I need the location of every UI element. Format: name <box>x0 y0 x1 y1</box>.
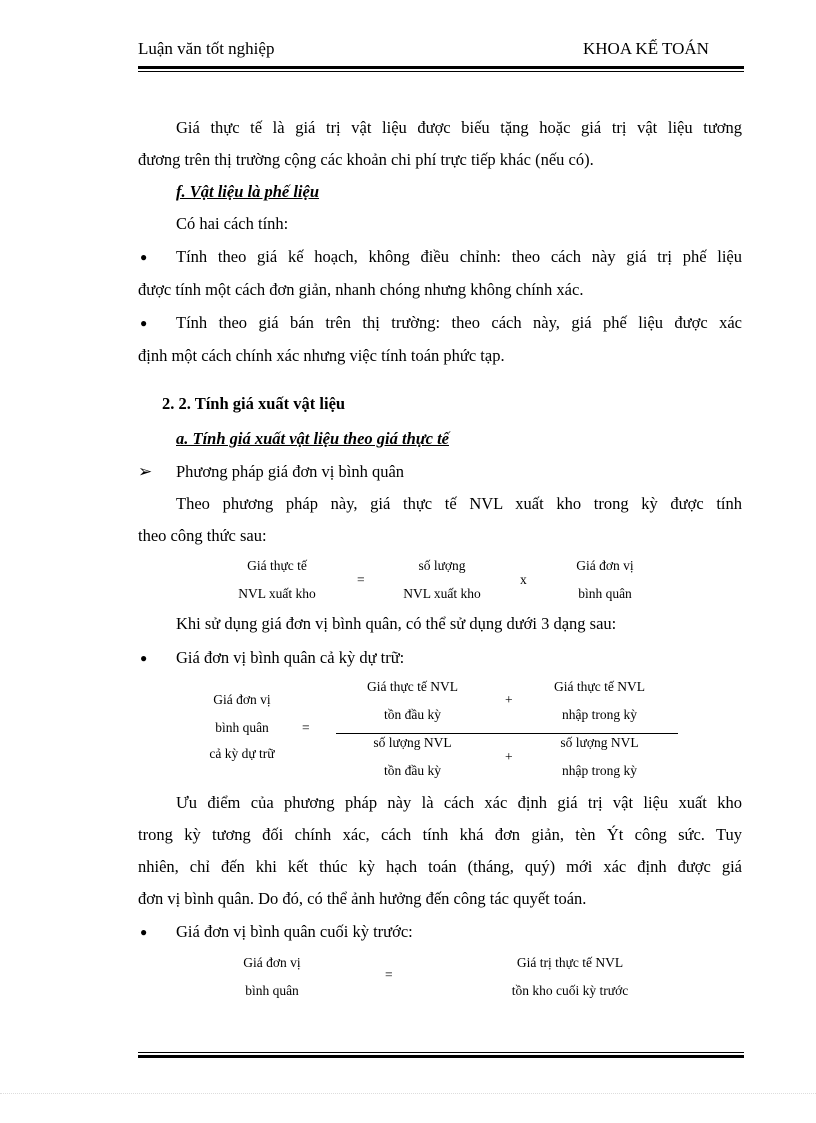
bullet-1-line-1: Tính theo giá kế hoạch, không điều chỉnh: theo cách này giá trị phế liệu <box>176 247 742 266</box>
heading-f: f. Vật liệu là phế liệu <box>176 182 320 201</box>
paragraph-3-line-1: Theo phương pháp này, giá thực tế NVL xuất kho trong kỳ được tính <box>176 494 742 513</box>
formula3-equals: = <box>385 967 393 982</box>
formula2-num-b-line2: nhập trong kỳ <box>562 707 637 722</box>
formula1-mid-line2: NVL xuất kho <box>403 586 481 601</box>
paragraph-5-line-3: nhiên, chỉ đến khi kết thúc kỳ hạch toán (tháng, quý) mới xác định được giá <box>138 857 742 876</box>
formula2-num-a-line1: Giá thực tế NVL <box>367 679 458 694</box>
paragraph-3-line-2: theo công thức sau: <box>138 526 267 545</box>
arrow-item-text: Phương pháp giá đơn vị bình quân <box>176 462 405 481</box>
bullet-3-text: Giá đơn vị bình quân cả kỳ dự trữ: <box>176 648 405 667</box>
bullet-1-line-2: được tính một cách đơn giản, nhanh chóng nhưng không chính xác. <box>138 280 584 299</box>
header-rule-thick <box>138 66 744 69</box>
formula1-rhs-line2: bình quân <box>578 586 632 601</box>
paragraph-2: Có hai cách tính: <box>176 214 289 233</box>
formula2-fraction-bar <box>336 733 678 734</box>
bullet-2-line-1: Tính theo giá bán trên thị trường: theo cách này, giá phế liệu được xác <box>176 313 742 332</box>
bullet-dot-icon: ● <box>140 925 148 939</box>
bullet-dot-icon: ● <box>140 316 148 330</box>
formula2-den-plus: + <box>505 749 513 764</box>
formula3-rhs-line2: tồn kho cuối kỳ trước <box>511 983 629 998</box>
formula1-lhs-line2: NVL xuất kho <box>238 586 316 601</box>
formula2-den-b-line1: số lượng NVL <box>560 735 639 750</box>
arrow-bullet-icon: ➢ <box>138 462 153 481</box>
paragraph-5-line-2: trong kỳ tương đối chính xác, cách tính khá đơn giản, tèn Ýt công sức. Tuy <box>138 825 742 844</box>
formula3-lhs-line1: Giá đơn vị <box>243 955 301 970</box>
heading-a: a. Tính giá xuất vật liệu theo giá thực tế <box>176 429 449 448</box>
formula1-rhs-line1: Giá đơn vị <box>576 558 634 573</box>
formula2-den-a-line2: tồn đầu kỳ <box>384 763 441 778</box>
paragraph-5-line-4: đơn vị bình quân. Do đó, có thể ảnh hưởng đến công tác quyết toán. <box>138 889 587 908</box>
header-left-title: Luận văn tốt nghiệp <box>138 39 275 58</box>
formula2-lhs-line2: bình quân <box>215 720 269 735</box>
formula2-num-plus: + <box>505 692 513 707</box>
footer-rule-thin <box>138 1052 744 1053</box>
paragraph-5-line-1: Ưu điểm của phương pháp này là cách xác định giá trị vật liệu xuất kho <box>176 793 742 812</box>
formula2-lhs-line3: cả kỳ dự trữ <box>209 746 275 761</box>
formula2-den-b-line2: nhập trong kỳ <box>562 763 637 778</box>
page-edge-divider <box>0 1093 816 1094</box>
paragraph-1-line-1: Giá thực tế là giá trị vật liệu được biếu tặng hoặc giá trị vật liệu tương <box>176 118 742 137</box>
formula3-rhs-line1: Giá trị thực tế NVL <box>516 955 624 970</box>
formula1-times: x <box>520 572 527 587</box>
formula1-lhs-line1: Giá thực tế <box>247 558 307 573</box>
bullet-2-line-2: định một cách chính xác nhưng việc tính toán phức tạp. <box>138 346 505 365</box>
section-heading-2-2: 2. 2. Tính giá xuất vật liệu <box>162 394 346 413</box>
paragraph-1-line-2: đương trên thị trường cộng các khoản chi phí trực tiếp khác (nếu có). <box>138 150 594 169</box>
header-right-title: KHOA KẾ TOÁN <box>583 39 709 58</box>
formula2-den-a-line1: số lượng NVL <box>373 735 452 750</box>
paragraph-4: Khi sử dụng giá đơn vị bình quân, có thể sử dụng dưới 3 dạng sau: <box>176 614 617 633</box>
formula2-num-b-line1: Giá thực tế NVL <box>554 679 645 694</box>
formula2-num-a-line2: tồn đầu kỳ <box>384 707 441 722</box>
bullet-4-text: Giá đơn vị bình quân cuối kỳ trước: <box>176 922 413 941</box>
bullet-dot-icon: ● <box>140 651 148 665</box>
header-rule-thin <box>138 71 744 72</box>
formula2-lhs-line1: Giá đơn vị <box>213 692 271 707</box>
footer-rule-thick <box>138 1055 744 1058</box>
bullet-dot-icon: ● <box>140 250 148 264</box>
formula3-lhs-line2: bình quân <box>245 983 299 998</box>
formula1-mid-line1: số lượng <box>418 558 466 573</box>
formula2-equals: = <box>302 720 310 735</box>
formula1-equals: = <box>357 572 365 587</box>
